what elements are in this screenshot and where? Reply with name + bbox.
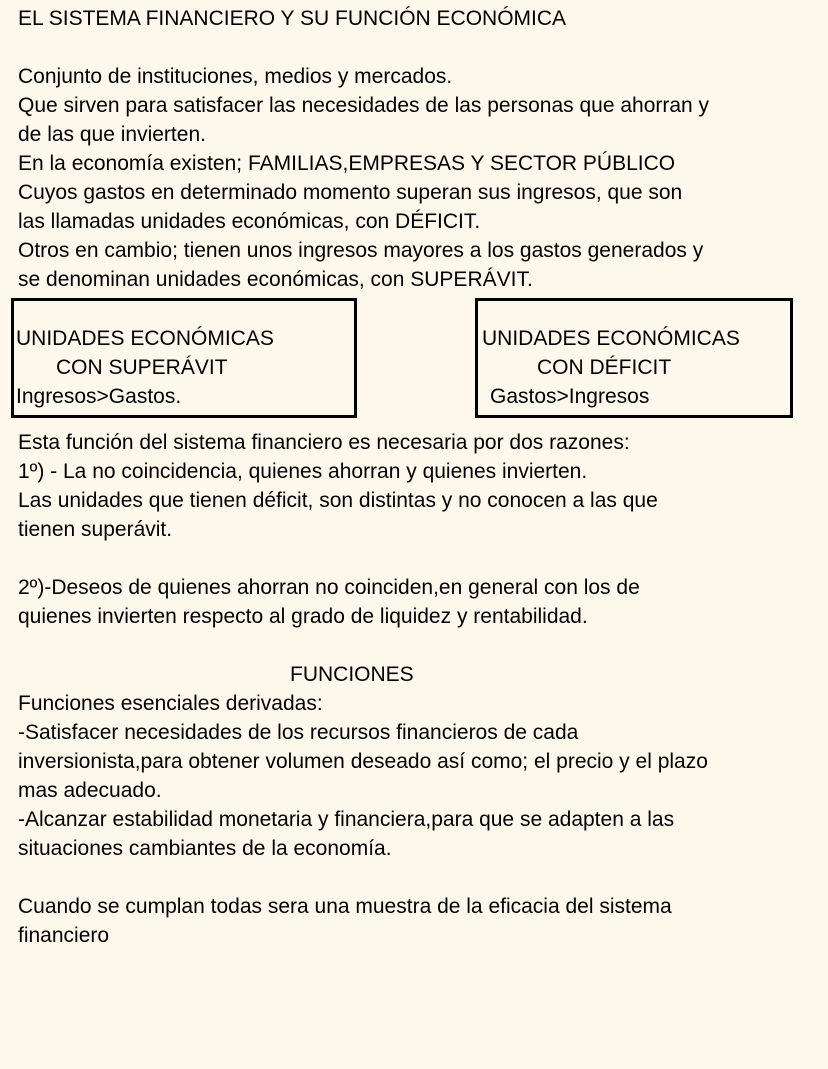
deficit-box-heading: UNIDADES ECONÓMICAS xyxy=(482,327,740,350)
intro-line: Conjunto de instituciones, medios y mercados. xyxy=(18,65,453,88)
reasons-line: Esta función del sistema financiero es necesaria por dos razones: xyxy=(18,431,630,454)
intro-line: Cuyos gastos en determinado momento superan sus ingresos, que son xyxy=(18,181,683,204)
intro-line: En la economía existen; FAMILIAS,EMPRESAS Y SECTOR PÚBLICO xyxy=(18,152,676,175)
spacer xyxy=(18,631,818,660)
superavit-box-formula: Ingresos>Gastos. xyxy=(16,385,182,408)
intro-line: Que sirven para satisfacer las necesidades de las personas que ahorran y xyxy=(18,94,710,117)
intro-paragraph xyxy=(18,62,818,294)
funciones-line: -Satisfacer necesidades de los recursos financieros de cada xyxy=(18,721,579,744)
funciones-line: mas adecuado. xyxy=(18,779,162,802)
reasons-line: 1º) - La no coincidencia, quienes ahorran y quienes invierten. xyxy=(18,460,588,483)
superavit-box-heading: UNIDADES ECONÓMICAS xyxy=(16,327,274,350)
conclusion-paragraph xyxy=(18,892,818,950)
reasons-line: tienen superávit. xyxy=(18,518,173,541)
funciones-list xyxy=(18,689,818,863)
funciones-line: -Alcanzar estabilidad monetaria y financiera,para que se adapten a las xyxy=(18,808,675,831)
intro-line: Otros en cambio; tienen unos ingresos mayores a los gastos generados y xyxy=(18,239,704,262)
document-title: EL SISTEMA FINANCIERO Y SU FUNCIÓN ECONÓMICA xyxy=(18,7,567,30)
reasons-line: 2º)-Deseos de quienes ahorran no coinciden,en general con los de xyxy=(18,576,640,599)
reasons-line: Las unidades que tienen déficit, son distintas y no conocen a las que xyxy=(18,489,658,512)
intro-line: las llamadas unidades económicas, con DÉFICIT. xyxy=(18,210,481,233)
funciones-line: Funciones esenciales derivadas: xyxy=(18,692,323,715)
reasons-paragraph-1 xyxy=(18,428,818,544)
units-comparison xyxy=(18,298,818,426)
funciones-heading: FUNCIONES xyxy=(290,663,414,686)
conclusion-line: Cuando se cumplan todas sera una muestra de la eficacia del sistema xyxy=(18,895,672,918)
funciones-line: situaciones cambiantes de la economía. xyxy=(18,837,392,860)
document-page xyxy=(18,4,818,950)
conclusion-line: financiero xyxy=(18,924,110,947)
intro-line: de las que invierten. xyxy=(18,123,206,146)
spacer xyxy=(18,33,818,62)
superavit-box-subheading: CON SUPERÁVIT xyxy=(56,356,228,379)
superavit-box xyxy=(11,298,357,418)
deficit-box xyxy=(475,298,793,418)
reasons-paragraph-2 xyxy=(18,573,818,631)
spacer xyxy=(18,863,818,892)
reasons-line: quienes invierten respecto al grado de liquidez y rentabilidad. xyxy=(18,605,588,628)
deficit-box-formula: Gastos>Ingresos xyxy=(490,385,650,408)
deficit-box-subheading: CON DÉFICIT xyxy=(537,356,672,379)
funciones-line: inversionista,para obtener volumen deseado así como; el precio y el plazo xyxy=(18,750,708,773)
intro-line: se denominan unidades económicas, con SUPERÁVIT. xyxy=(18,268,533,291)
spacer xyxy=(18,544,818,573)
